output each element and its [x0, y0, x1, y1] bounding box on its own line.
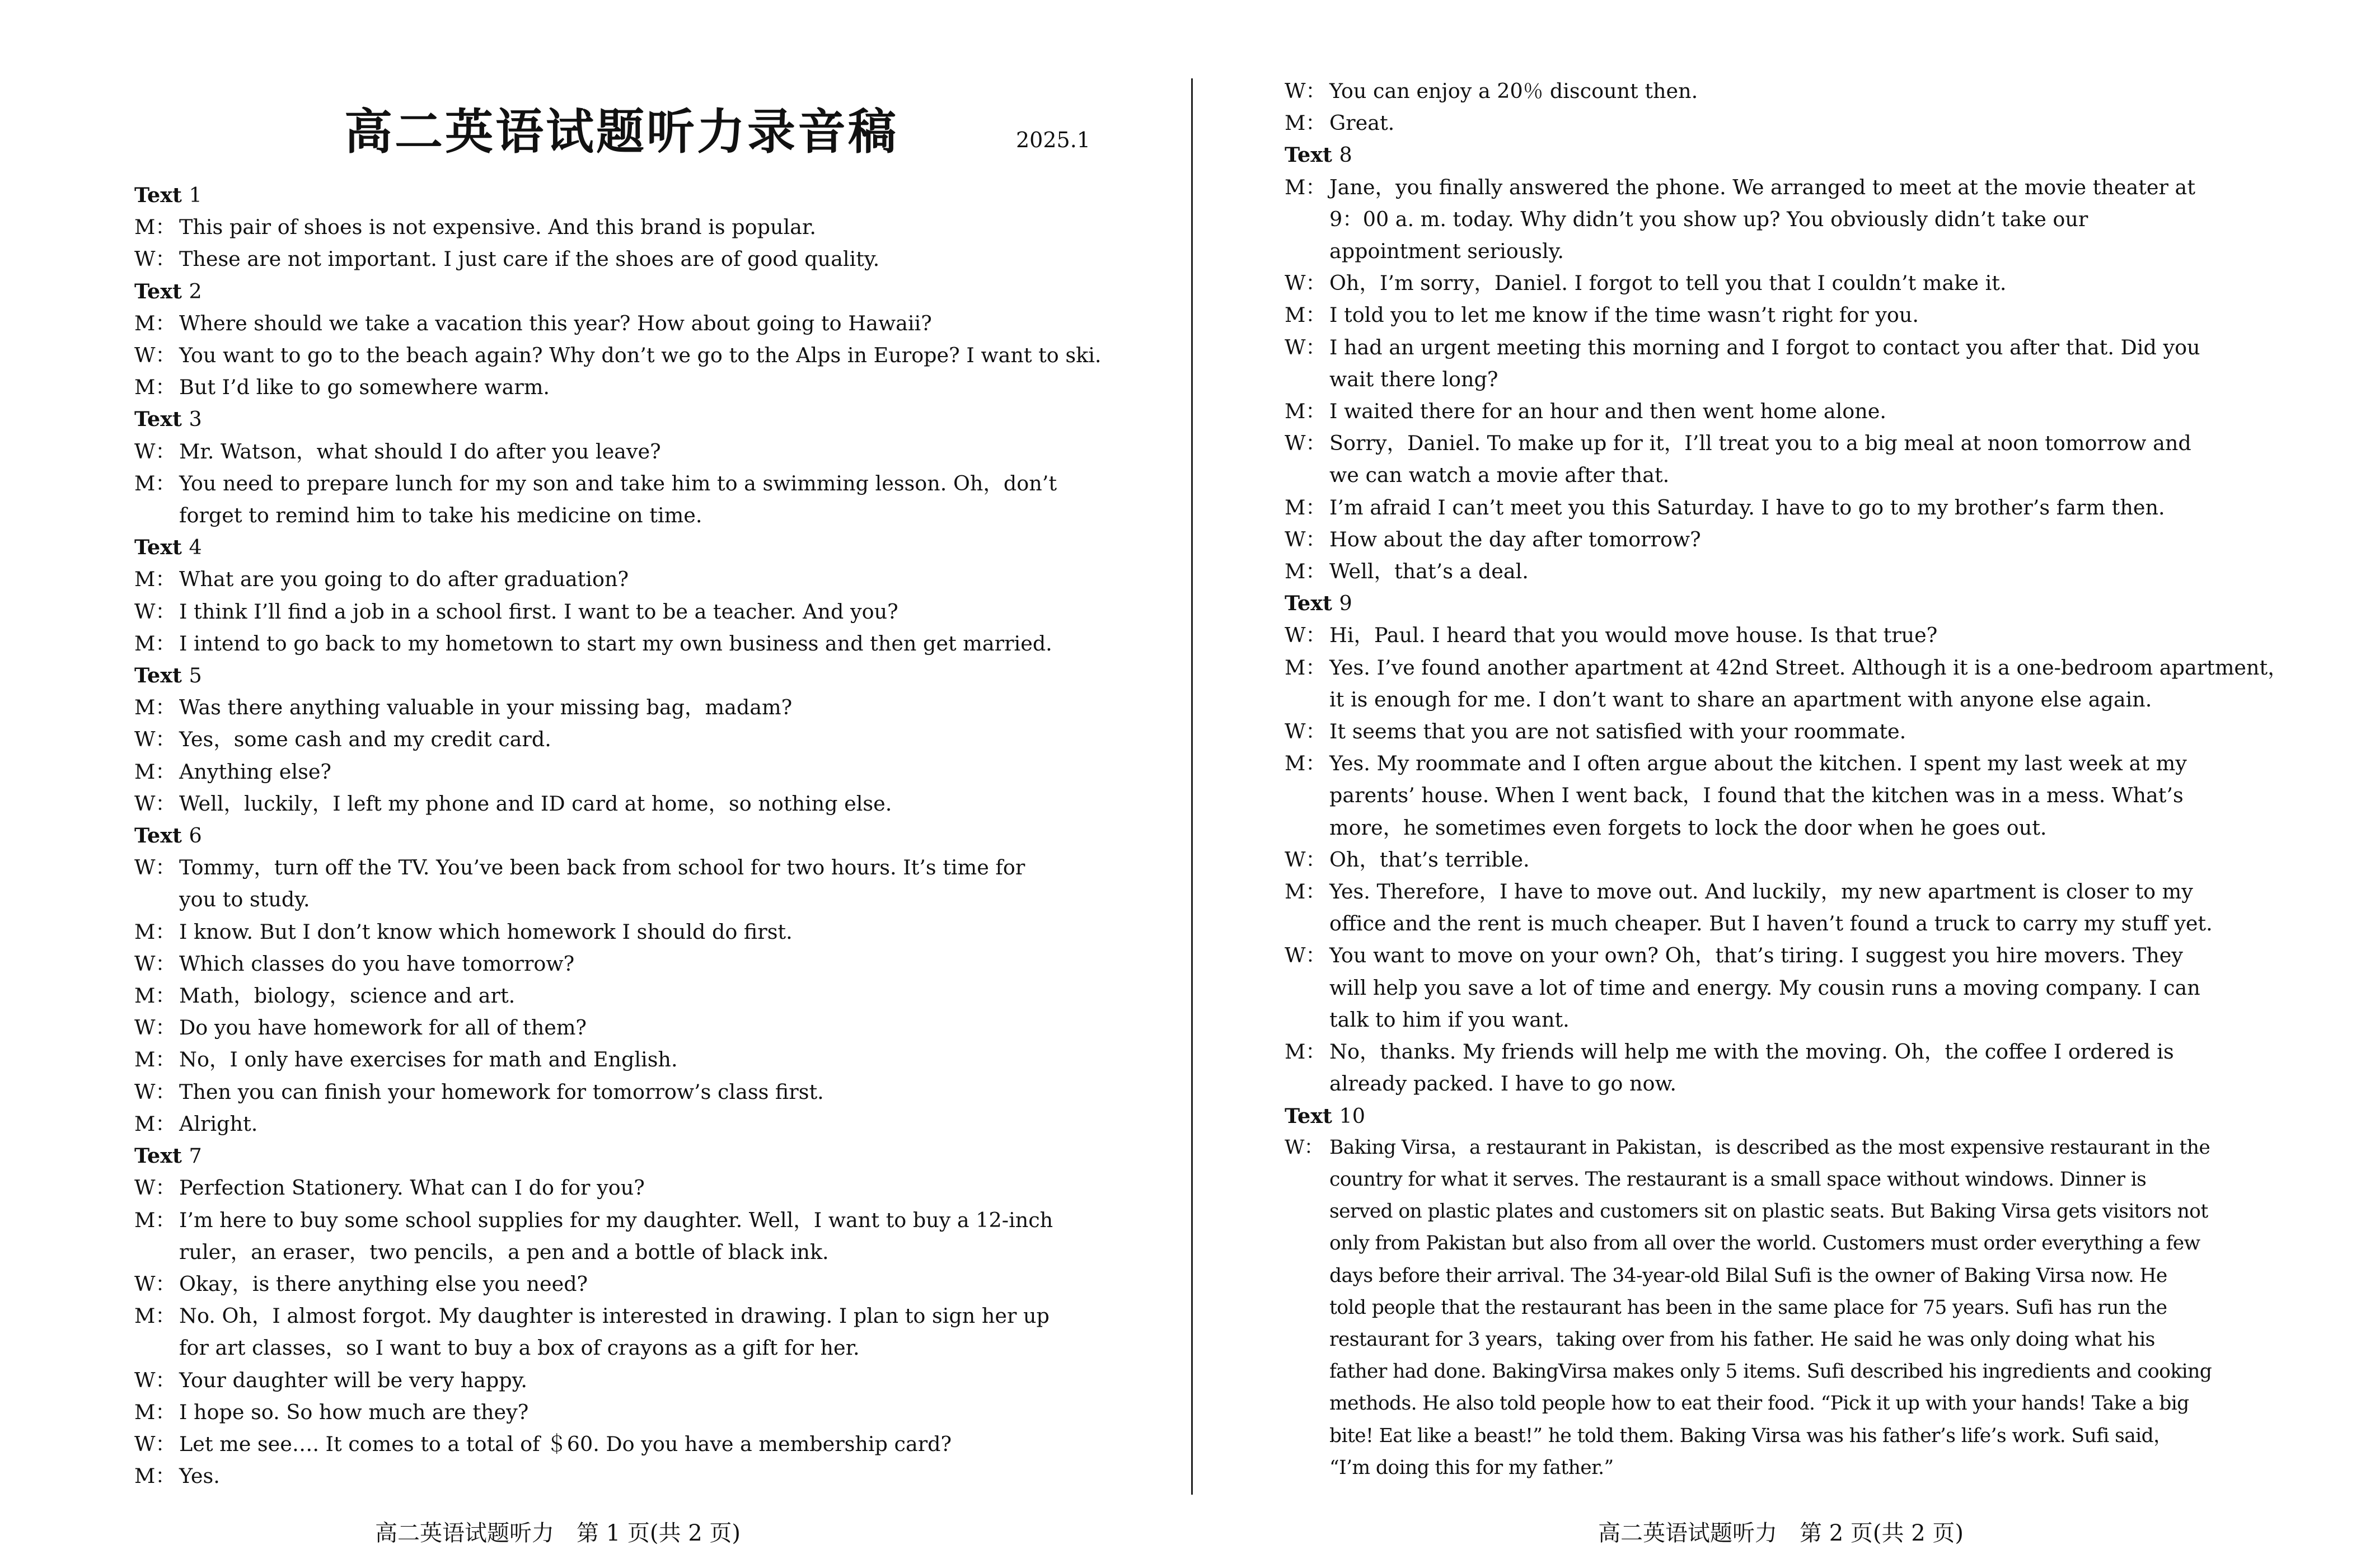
dialogue-line: [134, 211, 1097, 243]
speaker-label: W：: [134, 791, 176, 816]
continuation-line: [134, 883, 1097, 915]
page-divider: [1191, 78, 1193, 1495]
utterance-text: Baking Virsa，a restaurant in Pakistan，is described as the most expensive restaurant in the: [1329, 1136, 2210, 1159]
utterance-text: No，I only have exercises for math and English.: [179, 1047, 678, 1072]
section-heading: [134, 659, 1097, 691]
utterance-text: Yes. My roommate and I often argue about the kitchen. I spent my last week at my: [1329, 751, 2187, 776]
section-label: Text: [134, 663, 182, 688]
utterance-text: served on plastic plates and customers sit on plastic seats. But Baking Virsa gets visitors not: [1329, 1200, 2208, 1223]
utterance-text: Oh，that’s terrible.: [1329, 847, 1530, 872]
speaker-label: M：: [1285, 495, 1326, 519]
speaker-label: M：: [134, 984, 176, 1008]
continuation-line: [1285, 1228, 2247, 1260]
section-label: Text: [134, 1144, 182, 1168]
utterance-text: already packed. I have to go now.: [1329, 1071, 1676, 1096]
utterance-text: Math，biology，science and art.: [179, 984, 516, 1008]
utterance-text: I hope so. So how much are they?: [179, 1400, 529, 1424]
continuation-line: [1285, 1388, 2247, 1420]
utterance-text: It seems that you are not satisfied with your roommate.: [1329, 719, 1906, 744]
speaker-label: W：: [134, 1368, 176, 1392]
section-label: Text: [1285, 1103, 1332, 1128]
dialogue-line: [1285, 652, 2288, 684]
speaker-label: W：: [1285, 847, 1327, 872]
speaker-label: M：: [134, 695, 176, 720]
section-number: 4: [189, 535, 202, 560]
speaker-label: M：: [1285, 303, 1326, 327]
section-heading: [134, 531, 1097, 563]
utterance-text: No，thanks. My friends will help me with the moving. Oh，the coffee I ordered is: [1329, 1040, 2174, 1064]
speaker-label: M：: [1285, 175, 1326, 199]
utterance-text: Oh，I’m sorry，Daniel. I forgot to tell you that I couldn’t make it.: [1329, 271, 2007, 296]
dialogue-line: [134, 467, 1097, 499]
utterance-text: These are not important. I just care if the shoes are of good quality.: [179, 247, 880, 272]
utterance-text: No. Oh，I almost forgot. My daughter is interested in drawing. I plan to sign her up: [179, 1304, 1050, 1328]
speaker-label: M：: [134, 1400, 176, 1424]
utterance-text: days before their arrival. The 34-year-old Bilal Sufi is the owner of Baking Virsa now. He: [1329, 1264, 2167, 1287]
section-label: Text: [1285, 591, 1332, 616]
dialogue-line: [134, 851, 1097, 883]
section-heading: [134, 179, 1097, 211]
dialogue-line: [134, 1268, 1097, 1300]
dialogue-line: [1285, 1132, 2247, 1164]
section-heading: [134, 1140, 1097, 1172]
continuation-line: [1285, 1292, 2247, 1324]
section-label: Text: [134, 535, 182, 560]
dialogue-line: [134, 1460, 1097, 1492]
speaker-label: W：: [134, 1271, 176, 1296]
speaker-label: W：: [1285, 527, 1327, 551]
utterance-text: told people that the restaurant has been in the same place for 75 years. Sufi has run the: [1329, 1296, 2167, 1319]
section-heading: [134, 403, 1097, 435]
speaker-label: W：: [134, 855, 176, 880]
utterance-text: How about the day after tomorrow?: [1329, 527, 1701, 551]
utterance-text: parents’ house. When I went back，I found that the kitchen was in a mess. What’s: [1329, 783, 2184, 808]
section-number: 9: [1339, 591, 1352, 616]
utterance-text: Alright.: [179, 1111, 258, 1136]
dialogue-line: [134, 1300, 1097, 1332]
utterance-text: forget to remind him to take his medicine on time.: [179, 503, 702, 528]
title-row: [134, 88, 1097, 167]
utterance-text: appointment seriously.: [1329, 239, 1564, 264]
dialogue-line: [134, 948, 1097, 980]
dialogue-line: [1285, 876, 2247, 907]
speaker-label: M：: [1285, 879, 1326, 904]
dialogue-line: [134, 371, 1097, 403]
dialogue-line: [1285, 939, 2247, 971]
exam-date: 2025.1: [1016, 128, 1090, 152]
speaker-label: W：: [1285, 623, 1327, 648]
continuation-line: [1285, 1420, 2247, 1452]
section-heading: [134, 275, 1097, 307]
continuation-line: [1285, 1068, 2247, 1099]
utterance-text: I know. But I don’t know which homework I should do first.: [179, 919, 793, 944]
utterance-text: ruler，an eraser，two pencils，a pen and a bottle of black ink.: [179, 1239, 829, 1264]
section-number: 3: [189, 407, 202, 432]
dialogue-line: [1285, 747, 2247, 779]
dialogue-line: [134, 980, 1097, 1012]
dialogue-line: [1285, 75, 2247, 107]
section-number: 7: [189, 1144, 202, 1168]
dialogue-line: [134, 1108, 1097, 1140]
speaker-label: W：: [134, 1431, 176, 1456]
continuation-line: [1285, 1260, 2247, 1292]
utterance-text: I intend to go back to my hometown to start my own business and then get married.: [179, 631, 1052, 656]
utterance-text: Well，luckily，I left my phone and ID card at home，so nothing else.: [179, 791, 892, 816]
utterance-text: What are you going to do after graduation?: [179, 567, 629, 592]
dialogue-line: [1285, 619, 2247, 651]
page-footer-2: 高二英语试题听力 第 2 页(共 2 页): [1598, 1520, 1964, 1546]
speaker-label: W：: [1285, 79, 1327, 103]
section-label: Text: [1285, 143, 1332, 167]
dialogue-line: [134, 1428, 1097, 1460]
speaker-label: W：: [134, 1079, 176, 1104]
utterance-text: Hi，Paul. I heard that you would move house. Is that true?: [1329, 623, 1938, 648]
utterance-text: Yes.: [179, 1464, 220, 1489]
transcript-column-2: [1285, 75, 2288, 1484]
dialogue-line: [134, 563, 1097, 595]
continuation-line: [1285, 203, 2247, 235]
section-heading: [1285, 1100, 2247, 1132]
utterance-text: This pair of shoes is not expensive. And this brand is popular.: [179, 215, 816, 240]
utterance-text: more，he sometimes even forgets to lock the door when he goes out.: [1329, 815, 2047, 840]
dialogue-line: [134, 1172, 1097, 1204]
dialogue-line: [1285, 171, 2247, 203]
utterance-text: Yes. Therefore，I have to move out. And luckily，my new apartment is closer to my: [1329, 879, 2193, 904]
speaker-label: M：: [134, 471, 176, 495]
utterance-text: Was there anything valuable in your missing bag，madam?: [179, 695, 793, 720]
speaker-label: W：: [134, 343, 176, 368]
utterance-text: I think I’ll find a job in a school first. I want to be a teacher. And you?: [179, 599, 898, 624]
section-number: 2: [189, 279, 202, 303]
speaker-label: W：: [134, 247, 176, 272]
utterance-text: you to study.: [179, 887, 310, 912]
speaker-label: M：: [134, 1207, 176, 1232]
continuation-line: [1285, 1452, 2247, 1484]
utterance-text: Let me see…. It comes to a total of ＄60. Do you have a membership card?: [179, 1431, 952, 1456]
continuation-line: [1285, 812, 2247, 844]
dialogue-line: [134, 1396, 1097, 1428]
dialogue-line: [134, 916, 1097, 948]
utterance-text: Tommy，turn off the TV. You’ve been back from school for two hours. It’s time for: [179, 855, 1025, 880]
speaker-label: M：: [1285, 751, 1326, 776]
utterance-text: country for what it serves. The restaurant is a small space without windows. Dinner is: [1329, 1168, 2147, 1191]
dialogue-line: [134, 596, 1097, 628]
section-label: Text: [134, 407, 182, 432]
dialogue-line: [1285, 427, 2247, 459]
dialogue-line: [1285, 715, 2247, 747]
dialogue-line: [1285, 492, 2247, 523]
continuation-line: [134, 499, 1097, 531]
page-1: [134, 0, 1102, 1568]
speaker-label: M：: [1285, 399, 1326, 424]
continuation-line: [1285, 907, 2247, 939]
page-2: [1285, 0, 2288, 1568]
dialogue-line: [1285, 523, 2247, 555]
utterance-text: I told you to let me know if the time wasn’t right for you.: [1329, 303, 1919, 327]
continuation-line: [134, 1332, 1097, 1364]
section-heading: [134, 820, 1097, 851]
dialogue-line: [1285, 1036, 2247, 1068]
speaker-label: M：: [134, 1304, 176, 1328]
utterance-text: Great.: [1329, 111, 1395, 135]
continuation-line: [1285, 1196, 2247, 1228]
section-number: 8: [1339, 143, 1352, 167]
dialogue-line: [134, 628, 1097, 659]
continuation-line: [134, 1236, 1097, 1268]
utterance-text: “I’m doing this for my father.”: [1329, 1456, 1614, 1479]
page-footer-1: 高二英语试题听力 第 1 页(共 2 页): [375, 1520, 741, 1546]
utterance-text: for art classes，so I want to buy a box of crayons as a gift for her.: [179, 1336, 860, 1360]
utterance-text: I waited there for an hour and then went home alone.: [1329, 399, 1886, 424]
dialogue-line: [1285, 395, 2247, 427]
transcript-column-1: [134, 179, 1102, 1492]
dialogue-line: [134, 756, 1097, 788]
continuation-line: [1285, 363, 2247, 395]
dialogue-line: [134, 723, 1097, 755]
dialogue-line: [1285, 555, 2247, 587]
utterance-text: Do you have homework for all of them?: [179, 1015, 587, 1040]
speaker-label: M：: [1285, 559, 1326, 584]
speaker-label: W：: [134, 599, 176, 624]
dialogue-line: [134, 243, 1097, 275]
utterance-text: Yes. I’ve found another apartment at 42nd Street. Although it is a one-bedroom apartment，: [1329, 655, 2288, 680]
speaker-label: M：: [134, 215, 176, 240]
speaker-label: W：: [1285, 431, 1327, 456]
speaker-label: M：: [134, 375, 176, 400]
utterance-text: You want to go to the beach again? Why don’t we go to the Alps in Europe? I want to ski.: [179, 343, 1102, 368]
speaker-label: W：: [1285, 335, 1327, 359]
speaker-label: M：: [1285, 655, 1326, 680]
utterance-text: only from Pakistan but also from all over the world. Customers must order everything a few: [1329, 1232, 2200, 1255]
speaker-label: W：: [134, 1015, 176, 1040]
dialogue-line: [1285, 844, 2247, 876]
section-number: 5: [189, 663, 202, 688]
continuation-line: [1285, 684, 2247, 715]
utterance-text: I’m here to buy some school supplies for my daughter. Well，I want to buy a 12-inch: [179, 1207, 1053, 1232]
speaker-label: M：: [134, 311, 176, 335]
utterance-text: Well，that’s a deal.: [1329, 559, 1529, 584]
dialogue-line: [134, 1043, 1097, 1075]
section-heading: [1285, 139, 2247, 171]
dialogue-line: [134, 1012, 1097, 1043]
dialogue-line: [134, 339, 1102, 371]
utterance-text: Anything else?: [179, 759, 331, 784]
speaker-label: W：: [134, 951, 176, 976]
speaker-label: W：: [1285, 943, 1327, 968]
utterance-text: Jane，you finally answered the phone. We arranged to meet at the movie theater at: [1329, 175, 2195, 199]
speaker-label: M：: [134, 1464, 176, 1489]
speaker-label: M：: [134, 631, 176, 656]
speaker-label: M：: [1285, 111, 1326, 135]
dialogue-line: [1285, 331, 2247, 363]
speaker-label: M：: [1285, 1040, 1326, 1064]
utterance-text: Where should we take a vacation this year? How about going to Hawaii?: [179, 311, 932, 335]
utterance-text: You can enjoy a 20％ discount then.: [1329, 79, 1698, 103]
utterance-text: methods. He also told people how to eat their food. “Pick it up with your hands! Take a big: [1329, 1392, 2189, 1415]
utterance-text: father had done. BakingVirsa makes only 5 items. Sufi described his ingredients and cooking: [1329, 1360, 2212, 1383]
speaker-label: W：: [134, 439, 176, 464]
utterance-text: You want to move on your own? Oh，that’s tiring. I suggest you hire movers. They: [1329, 943, 2183, 968]
section-number: 6: [189, 823, 202, 848]
utterance-text: will help you save a lot of time and energy. My cousin runs a moving company. I can: [1329, 975, 2200, 1000]
speaker-label: W：: [134, 727, 176, 752]
utterance-text: bite! Eat like a beast!” he told them. Baking Virsa was his father’s life’s work. Sufi said，: [1329, 1424, 2172, 1447]
dialogue-line: [134, 1204, 1097, 1236]
section-heading: [1285, 587, 2247, 619]
dialogue-line: [1285, 299, 2247, 331]
dialogue-line: [134, 436, 1097, 467]
speaker-label: M：: [134, 1111, 176, 1136]
section-label: Text: [134, 183, 182, 207]
utterance-text: it is enough for me. I don’t want to share an apartment with anyone else again.: [1329, 687, 2152, 712]
continuation-line: [1285, 972, 2247, 1004]
utterance-text: I’m afraid I can’t meet you this Saturday. I have to go to my brother’s farm then.: [1329, 495, 2165, 519]
utterance-text: 9：00 a. m. today. Why didn’t you show up? You obviously didn’t take our: [1329, 207, 2088, 231]
utterance-text: But I’d like to go somewhere warm.: [179, 375, 550, 400]
dialogue-line: [134, 691, 1097, 723]
dialogue-line: [134, 788, 1097, 820]
utterance-text: Sorry，Daniel. To make up for it，I’ll treat you to a big meal at noon tomorrow and: [1329, 431, 2191, 456]
utterance-text: Mr. Watson，what should I do after you leave?: [179, 439, 661, 464]
section-label: Text: [134, 279, 182, 303]
continuation-line: [1285, 1356, 2247, 1388]
continuation-line: [1285, 459, 2247, 491]
section-label: Text: [134, 823, 182, 848]
utterance-text: Then you can finish your homework for tomorrow’s class first.: [179, 1079, 824, 1104]
speaker-label: M：: [134, 567, 176, 592]
section-number: 1: [189, 183, 202, 207]
dialogue-line: [134, 1364, 1097, 1396]
utterance-text: Which classes do you have tomorrow?: [179, 951, 575, 976]
utterance-text: we can watch a movie after that.: [1329, 463, 1670, 488]
utterance-text: talk to him if you want.: [1329, 1007, 1570, 1032]
utterance-text: restaurant for 3 years，taking over from his father. He said he was only doing what his: [1329, 1328, 2155, 1351]
dialogue-line: [1285, 267, 2247, 299]
utterance-text: Your daughter will be very happy.: [179, 1368, 527, 1392]
dialogue-line: [1285, 107, 2247, 139]
continuation-line: [1285, 1164, 2247, 1196]
utterance-text: Okay，is there anything else you need?: [179, 1271, 588, 1296]
continuation-line: [1285, 1324, 2247, 1356]
utterance-text: You need to prepare lunch for my son and take him to a swimming lesson. Oh，don’t: [179, 471, 1057, 495]
utterance-text: Yes，some cash and my credit card.: [179, 727, 551, 752]
utterance-text: Perfection Stationery. What can I do for you?: [179, 1176, 645, 1200]
section-number: 10: [1339, 1103, 1365, 1128]
dialogue-line: [134, 1076, 1097, 1108]
dialogue-line: [134, 307, 1097, 339]
speaker-label: W：: [1285, 1136, 1323, 1159]
continuation-line: [1285, 1004, 2247, 1036]
speaker-label: M：: [134, 919, 176, 944]
speaker-label: M：: [134, 759, 176, 784]
speaker-label: W：: [1285, 271, 1327, 296]
utterance-text: office and the rent is much cheaper. But I haven’t found a truck to carry my stuff yet.: [1329, 911, 2213, 936]
continuation-line: [1285, 779, 2247, 811]
speaker-label: W：: [1285, 719, 1327, 744]
continuation-line: [1285, 235, 2247, 267]
page-title: 高二英语试题听力录音稿: [344, 104, 898, 160]
speaker-label: M：: [134, 1047, 176, 1072]
utterance-text: wait there long?: [1329, 367, 1498, 391]
utterance-text: I had an urgent meeting this morning and I forgot to contact you after that. Did you: [1329, 335, 2200, 359]
speaker-label: W：: [134, 1176, 176, 1200]
